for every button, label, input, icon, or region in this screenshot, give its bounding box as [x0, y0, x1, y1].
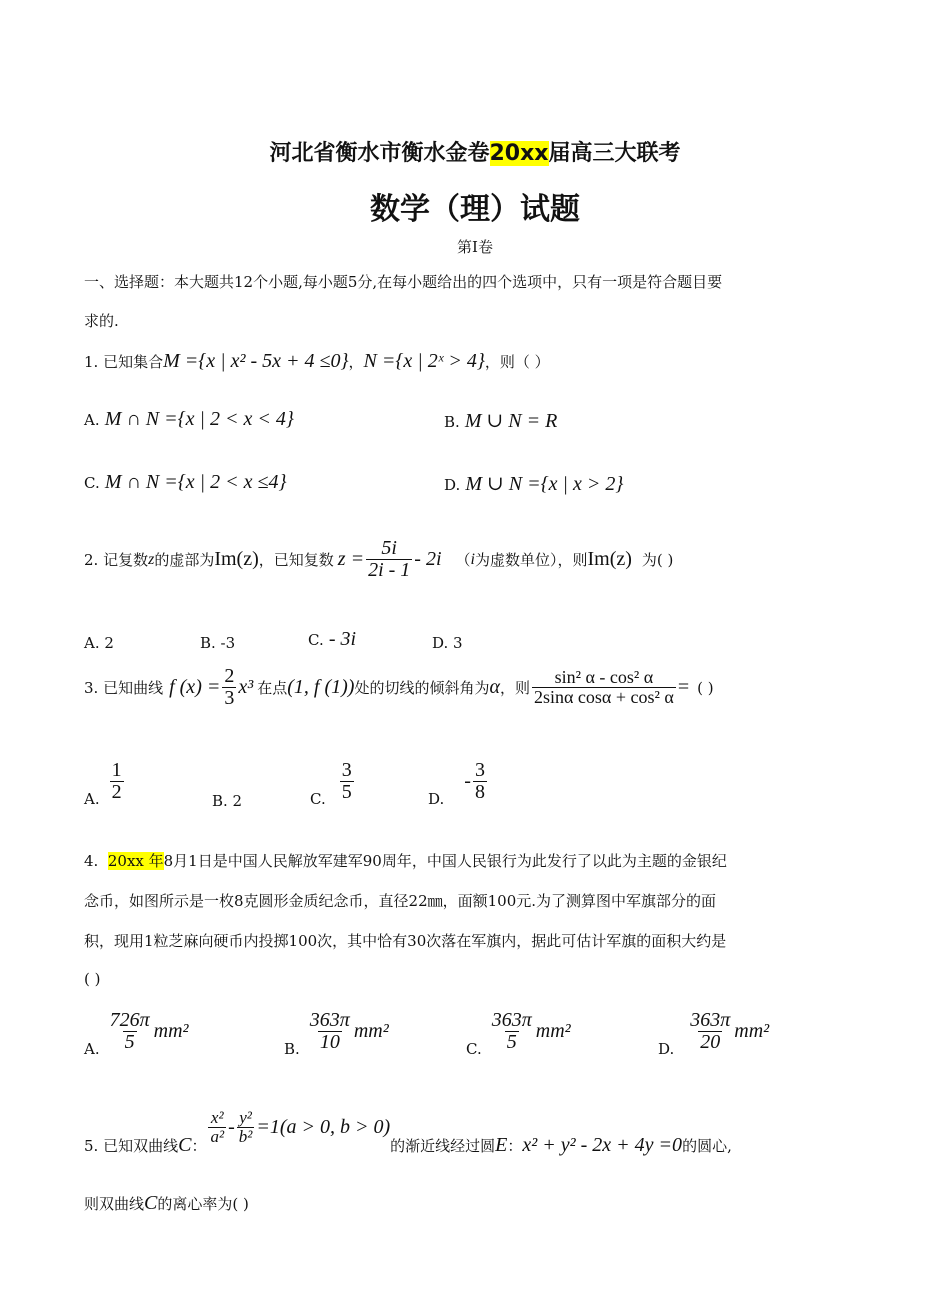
q2-frac-num: 5i	[381, 537, 397, 559]
q4-option-c-label: C.	[466, 1040, 482, 1058]
q4-option-d	[658, 1004, 769, 1058]
q3-option-c	[310, 754, 356, 808]
q5-y2: y²	[239, 1108, 252, 1128]
page-subtitle: 数学（理）试题	[370, 192, 580, 227]
q3-c-num: 3	[341, 758, 352, 781]
q1-option-d-label: D.	[444, 476, 461, 494]
q5-a2: a²	[210, 1127, 225, 1146]
q2-fraction	[366, 538, 412, 581]
question-4-line2: 念币，如图所示是一枚8克圆形金质纪念币，直径22㎜，面额100元.为了测算图中军旗部分的面	[84, 892, 717, 910]
q2-var-z: z	[148, 550, 155, 568]
q5-colon2: ：	[507, 1137, 523, 1155]
q2-minus-2i: - 2i	[414, 548, 442, 570]
q4-c-num: 363π	[491, 1008, 532, 1031]
q4-number: 4.	[84, 852, 99, 870]
q3-alpha: α	[489, 676, 500, 698]
q5-stem-c: 的圆心,	[682, 1137, 732, 1155]
q1-option-b	[444, 408, 557, 433]
q1-option-c-text: M ∩ N ={x | 2 < x ≤4}	[104, 471, 287, 493]
q3-option-d-frac	[473, 760, 487, 803]
q1-option-a-text: M ∩ N ={x | 2 < x < 4}	[104, 408, 294, 430]
q5-colon: ：	[191, 1137, 207, 1155]
q5-var-c2: C	[144, 1192, 158, 1214]
q2-imz-2: Im(z)	[587, 548, 632, 570]
question-3-stem	[84, 666, 714, 709]
q3-x-cubed: x³	[238, 676, 254, 698]
page-title	[0, 136, 950, 167]
title-suffix: 届高三大联考	[548, 141, 681, 166]
title-prefix: 河北省衡水市衡水金卷	[269, 141, 490, 166]
q1-set-N: N ={x | 2ˣ > 4}	[363, 350, 485, 372]
q1-set-M: M ={x | x² - 5x + 4 ≤0}	[163, 350, 349, 372]
q2-stem-e: 为虚数单位），则	[474, 551, 588, 569]
q4-a-unit: mm²	[153, 1019, 189, 1042]
q3-a-num: 1	[111, 758, 122, 781]
volume-label: 第Ⅰ卷	[457, 238, 493, 256]
q3-point: (1, f (1))	[287, 676, 355, 698]
q2-z-eq: z =	[337, 548, 365, 570]
q3-equals: =	[677, 676, 690, 698]
q2-option-a: A. 2	[84, 634, 114, 652]
q4-b-num: 363π	[309, 1008, 350, 1031]
q4-c-unit: mm²	[535, 1019, 571, 1042]
q4-option-b	[284, 1004, 389, 1058]
q2-stem-a: 2. 记复数	[84, 551, 149, 569]
q5-b2: b²	[238, 1127, 253, 1146]
q4-a-den: 5	[124, 1030, 135, 1053]
q4-option-d-label: D.	[658, 1040, 675, 1058]
q5-line2-b: 的离心率为( )	[157, 1195, 249, 1213]
q5-eq-rest: =1(a > 0, b > 0)	[256, 1116, 391, 1138]
question-1-stem	[84, 350, 550, 373]
q5-stem-b: 的渐近线经过圆	[390, 1137, 496, 1155]
q5-var-c: C	[178, 1134, 192, 1156]
q3-option-b: B. 2	[212, 792, 243, 810]
q3-option-a-label: A.	[84, 790, 100, 808]
q3-option-a-frac	[110, 760, 124, 803]
q2-option-c-text: - 3i	[328, 628, 357, 650]
q4-b-den: 10	[319, 1030, 340, 1053]
question-4-line3: 积，现用1粒芝麻向硬币内投掷100次，其中恰有30次落在军旗内，据此可估计军旗的面积大约是	[84, 932, 727, 950]
q2-option-c	[308, 628, 356, 651]
q3-c-den: 5	[341, 780, 352, 803]
q3-coef-den: 3	[224, 687, 235, 709]
q3-d-den: 8	[474, 780, 485, 803]
q4-b-unit: mm²	[353, 1019, 389, 1042]
q3-big-num: sin² α - cos² α	[554, 667, 654, 688]
q3-fx: f (x) =	[169, 676, 221, 698]
q1-option-a	[84, 408, 294, 431]
question-5-stem	[84, 1098, 732, 1157]
q3-d-sign: -	[464, 769, 471, 792]
q1-option-c-label: C.	[84, 474, 100, 492]
section-instructions-line2: 求的.	[84, 312, 119, 330]
q4-option-d-frac	[688, 1010, 732, 1053]
q3-option-c-frac	[340, 760, 354, 803]
q2-imz: Im(z)	[214, 548, 259, 570]
q3-option-d	[428, 754, 489, 808]
q4-option-b-frac	[308, 1010, 352, 1053]
q2-frac-den: 2i - 1	[368, 559, 411, 581]
title-year-highlight: 20xx	[489, 141, 549, 166]
q5-var-e: E	[495, 1134, 508, 1156]
q5-line2-a: 则双曲线	[84, 1195, 145, 1213]
q3-d-num: 3	[474, 758, 485, 781]
q1-option-d	[444, 471, 623, 496]
q1-option-d-text: M ∪ N ={x | x > 2}	[465, 473, 624, 495]
q2-var-i: i	[470, 550, 475, 568]
q1-option-b-text: M ∪ N = R	[464, 410, 558, 432]
q3-big-fraction	[532, 668, 676, 707]
q2-stem-f: 为( )	[641, 551, 674, 569]
question-5-line2	[84, 1192, 249, 1215]
q3-paren: ( )	[697, 678, 714, 697]
q3-coef-num: 2	[224, 665, 235, 687]
q3-stem-d: ，则	[499, 679, 530, 697]
q2-option-c-label: C.	[308, 631, 324, 649]
q2-option-d: D. 3	[432, 634, 463, 652]
q4-option-a-frac	[108, 1010, 152, 1053]
q3-a-den: 2	[111, 780, 122, 803]
q2-stem-d: （	[455, 551, 471, 569]
q5-x2: x²	[210, 1108, 224, 1128]
q4-option-a-label: A.	[84, 1040, 100, 1058]
question-4-line1	[84, 850, 727, 871]
q3-big-den: 2sinα cosα + cos² α	[533, 687, 674, 707]
q1-option-b-label: B.	[444, 413, 460, 431]
question-2-stem	[84, 538, 673, 581]
q4-option-a	[84, 1004, 189, 1058]
q3-stem-c: 处的切线的倾斜角为	[354, 679, 490, 697]
q4-d-num: 363π	[690, 1008, 731, 1031]
q3-stem-a: 3. 已知曲线	[84, 679, 164, 697]
question-4-line4: ( )	[84, 970, 101, 988]
q4-d-unit: mm²	[734, 1019, 770, 1042]
q4-a-num: 726π	[109, 1008, 150, 1031]
q1-stem-a: 1. 已知集合	[84, 353, 164, 371]
section-instructions-line1: 一、选择题：本大题共12个小题,每小题5分,在每小题给出的四个选项中，只有一项是符合题目要	[84, 273, 723, 291]
q5-circle-eq: x² + y² - 2x + 4y =0	[522, 1134, 683, 1156]
q5-stem-a: 5. 已知双曲线	[84, 1137, 179, 1155]
q3-option-a	[84, 754, 126, 808]
q2-stem-b: 的虚部为	[154, 551, 215, 569]
q3-option-d-label: D.	[428, 790, 445, 808]
q5-minus: -	[228, 1116, 235, 1138]
q1-tail: ，则（ ）	[484, 353, 550, 371]
q1-comma: ，	[348, 353, 364, 371]
q4-year-highlight: 20xx 年	[107, 852, 164, 870]
q4-option-b-label: B.	[284, 1040, 300, 1058]
q4-d-den: 20	[700, 1030, 721, 1053]
q5-frac-y	[237, 1109, 255, 1146]
q4-option-c-frac	[490, 1010, 534, 1053]
q5-frac-x	[208, 1109, 226, 1146]
q2-option-b: B. -3	[200, 634, 236, 652]
q4-line1-rest: 8月1日是中国人民解放军建军90周年，中国人民银行为此发行了以此为主题的金银纪	[163, 852, 727, 870]
q4-option-c	[466, 1004, 571, 1058]
q4-c-den: 5	[506, 1030, 517, 1053]
q2-stem-c: ，已知复数	[258, 551, 334, 569]
q1-option-c	[84, 471, 286, 494]
q3-coef-fraction	[222, 666, 236, 709]
q1-option-a-label: A.	[84, 411, 100, 429]
q3-stem-b: 在点	[257, 679, 288, 697]
q3-option-c-label: C.	[310, 790, 326, 808]
